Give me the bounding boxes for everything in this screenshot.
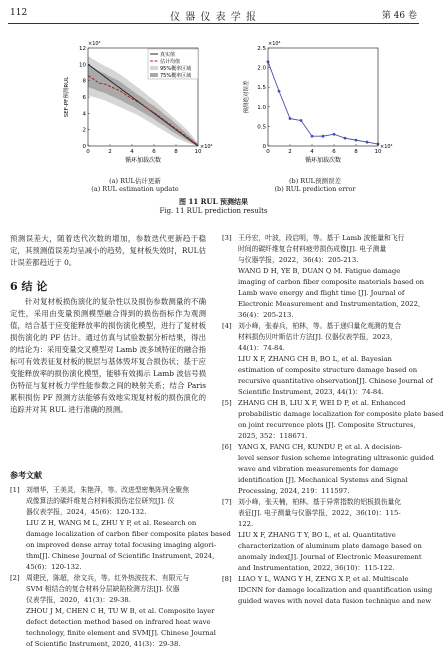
reference-line: LIAO Y L, WANG Y H, ZENG X P, et al. Multiscale	[238, 575, 409, 583]
error-point	[322, 135, 325, 138]
reference-line: 王丹宏，叶波，段启明，等。基于 Lamb 波能量和飞行	[238, 234, 405, 242]
reference-line: thm[J]. Chinese Journal of Scientific Instrument, 2024,	[26, 552, 215, 560]
x-tick-label: 8	[174, 149, 178, 155]
references-left	[10, 485, 231, 650]
reference-line: 成像算法的碳纤维复合材料板损伤定位研究[J]. 仪	[26, 497, 175, 505]
y-multiplier: ×10⁴	[268, 41, 281, 47]
reference-line: estimation of composite structure damage based on	[238, 366, 418, 374]
error-point	[289, 117, 292, 120]
y-tick-label: 2.0	[257, 65, 266, 72]
reference-number: [7]	[222, 498, 232, 506]
y-multiplier: ×10⁴	[88, 41, 101, 47]
x-axis-label: 循环加载次数	[304, 157, 342, 164]
y-tick-label: 2	[82, 127, 86, 134]
y-tick-label: 8	[82, 78, 86, 85]
reference-line: 刘小峰，张春兵，柏林，等。基于递归量化观测的复合	[238, 322, 402, 330]
references-heading: 参考文献	[10, 470, 42, 480]
reference-number: [3]	[222, 234, 232, 242]
reference-line: 仪表学报，2020，41(3)：29-38.	[26, 596, 131, 604]
y-tick-label: 6	[82, 95, 86, 101]
error-point	[355, 139, 358, 142]
reference-item	[222, 497, 422, 574]
reference-line: of Scientific Instrument, 2020, 41(3)：29-38.	[26, 640, 181, 648]
figure-caption-cn: 图 11 RUL 预测结果	[179, 197, 248, 206]
reference-line: 45(6)：120-132.	[26, 563, 82, 571]
reference-line: 刘小峰，张天楠，柏林。基于异常指数的铝板损伤量化	[238, 498, 402, 506]
reference-item	[222, 442, 434, 497]
legend-label: 真实值	[160, 52, 176, 58]
reference-line: Scientific Instrument, 2023, 44(1)：74-84.	[238, 388, 384, 396]
x-tick-label: 2	[288, 149, 292, 155]
conclusion-heading: 6 结 论	[10, 280, 48, 293]
reference-line: and Instrumentation, 2022, 36(10)：115-122.	[238, 564, 395, 572]
y-tick-label: 12	[79, 46, 86, 52]
legend-label: 95%概率区域	[160, 66, 192, 72]
reference-line: on improved dense array total focusing imaging algori-	[26, 541, 217, 549]
y-tick-label: 1.5	[257, 85, 266, 92]
y-tick-label: 1.0	[257, 104, 266, 111]
reference-number: [8]	[222, 575, 232, 583]
reference-number: [1]	[10, 486, 20, 494]
reference-number: [4]	[222, 322, 232, 330]
reference-line: wave and vibration measurements for damage	[238, 465, 399, 473]
reference-number: [2]	[10, 574, 20, 582]
right-subcaption-en: (b) RUL prediction error	[274, 185, 356, 193]
journal-title: 仪 器 仪 表 学 报	[170, 12, 257, 23]
right-subcaption-cn: (b) RUL预测误差	[289, 177, 341, 185]
y-tick-label: 0	[82, 144, 86, 150]
reference-line: LIU Z H, WANG M L, ZHU Y P, et al. Research on	[26, 519, 197, 527]
reference-line: LIU X F, ZHANG T Y, BO L, et al. Quantitative	[238, 531, 396, 539]
references-right	[222, 233, 444, 607]
error-point	[333, 133, 336, 136]
reference-line: IDCNN for damage localization and quantification using	[238, 586, 433, 594]
reference-line: Processing, 2024, 219：111597.	[238, 487, 350, 495]
legend-swatch	[150, 66, 158, 70]
reference-line: ZHOU J M, CHEN C H, TU W B, et al. Composite layer	[26, 607, 215, 615]
error-point	[344, 137, 347, 140]
x-tick-label: 0	[86, 149, 90, 155]
reference-line: imaging of carbon fiber composite materials based on	[238, 278, 425, 286]
reference-line: 材料损伤贝叶斯估计方法[J]. 仪器仪表学报，2023，	[238, 333, 397, 341]
reference-line: 与仪器学报，2022，36(4)：205-213.	[238, 256, 359, 264]
y-tick-label: 2.5	[257, 46, 266, 52]
reference-line: 时间的碳纤维复合材料疲劳损伤成像[J]. 电子测量	[238, 245, 387, 253]
reference-item	[222, 233, 425, 321]
reference-line: LIU X F, ZHANG CH B, BO L, et al. Bayesian	[238, 355, 392, 363]
reference-line: 44(1)：74-84.	[238, 344, 285, 352]
reference-line: technology, finite element and SVM[J]. Chinese Journal	[26, 629, 216, 637]
intro-paragraph: 预测误差大，随着迭代次数的增加，参数迭代更新趋于稳定，其预测值误差均呈减小的趋势，复材板失效时，RUL估计误差都趋近于 0。	[10, 234, 206, 267]
error-point	[278, 90, 281, 93]
reference-line: SVM 相结合的复合材料分层缺陷检测方法[J]. 仪器	[26, 585, 180, 593]
reference-item	[222, 398, 444, 442]
y-axis-label: 预测绝对误差	[244, 80, 250, 114]
reference-line: on joint recurrence plots [J]. Composite Structures,	[238, 421, 416, 429]
reference-line: 器仪表学报，2024，45(6)：120-132.	[26, 508, 147, 516]
left-subcaption-cn: (a) RUL估计更新	[109, 177, 161, 185]
reference-line: WANG D H, YE B, DUAN Q M. Fatigue damage	[238, 267, 401, 275]
legend-swatch	[150, 73, 158, 77]
x-tick-label: 10	[194, 149, 202, 155]
x-tick-label: 6	[332, 149, 336, 155]
rul-error-chart	[240, 38, 393, 176]
reference-item	[10, 485, 231, 573]
reference-line: 周建民，陈超，徐文兵，等。红外热波技术、有限元与	[26, 574, 190, 582]
reference-item	[10, 573, 216, 650]
x-tick-label: 0	[266, 149, 270, 155]
legend-label: 估计均值	[160, 59, 181, 65]
figure-caption-en: Fig. 11 RUL prediction results	[159, 207, 268, 215]
x-tick-label: 8	[354, 149, 358, 155]
reference-line: Electronic Measurement and Instrumentation, 2022,	[238, 300, 421, 308]
x-tick-label: 4	[130, 149, 134, 155]
page-number: 112	[10, 8, 28, 18]
reference-line: defect detection method based on infrared heat wave	[26, 618, 211, 626]
reference-line: probabilistic damage localization for composite plate based	[238, 410, 444, 418]
reference-line: damage localization of carbon fiber composite plates based	[26, 530, 231, 538]
reference-line: ZHANG CH B, LIU X F, WEI D P, et al. Enhanced	[238, 399, 406, 407]
reference-item	[222, 574, 433, 607]
x-tick-label: 2	[108, 149, 112, 155]
reference-line: characterization of aluminum plate damage based on	[238, 542, 422, 550]
y-tick-label: 4	[82, 111, 86, 118]
reference-line: 表征[J]. 电子测量与仪器学报，2022，36(10)：115-	[238, 509, 401, 517]
reference-line: 2025, 352：118671.	[238, 432, 308, 440]
reference-line: anomaly index[J]. Journal of Electronic Measurement	[238, 553, 422, 561]
error-line	[268, 62, 378, 144]
reference-line: 122.	[238, 520, 254, 528]
reference-line: 36(4)：205-213.	[238, 311, 294, 319]
reference-line: guided waves with novel data fusion technique and new	[238, 597, 432, 605]
reference-line: YANG X, FANG CH, KUNDU P, et al. A decision-	[238, 443, 403, 451]
error-point	[366, 141, 369, 144]
x-multiplier: ×10⁴	[200, 144, 213, 150]
reference-number: [6]	[222, 443, 232, 451]
x-tick-label: 4	[310, 149, 314, 155]
reference-item	[222, 321, 433, 398]
y-tick-label: 10	[79, 62, 86, 69]
reference-line: level sensor fusion scheme integrating ultrasonic guided	[238, 454, 434, 462]
reference-line: identification [J]. Mechanical Systems and Signal	[238, 476, 408, 484]
y-tick-label: 0	[262, 144, 266, 150]
x-axis-label: 循环加载次数	[124, 157, 162, 164]
reference-line: 刘增华，王美灵，朱艳萍，等。改进型密集阵列全聚焦	[26, 486, 190, 494]
y-axis-label: SEF-PF预测RUL	[64, 76, 70, 118]
error-point	[311, 135, 314, 138]
reference-line: recursive quantitative observation[J]. Chinese Journal of	[238, 377, 433, 385]
plot-frame	[268, 48, 378, 146]
x-tick-label: 6	[152, 149, 156, 155]
x-multiplier: ×10⁴	[380, 144, 393, 150]
left-subcaption-en: (a) RUL estimation update	[91, 185, 179, 193]
legend-label: 75%概率区域	[160, 73, 192, 79]
volume-number: 第 46 卷	[381, 11, 417, 21]
x-tick-label: 10	[374, 149, 382, 155]
y-tick-label: 0.5	[257, 124, 266, 131]
reference-line: Lamb wave energy and flight time [J]. Journal of	[238, 289, 405, 297]
rul-estimation-chart	[60, 38, 213, 176]
error-point	[300, 119, 303, 122]
header-rule	[8, 23, 419, 24]
conclusion-text: 针对复材板损伤演化的复杂性以及损伤参数测量的不确定性，采用由变量预测模型融合得到的损伤指标作为观测值，结合基于应变能释放率的损伤演化模型，进行了复材板损伤演化的 PF 估计。通过仿真与试验数据分析结果，得出的结论为：采用变量交叉模型对 Lamb 波多域特征的融合指标可有效表征复材板的脱层与基体毁坏复合损伤状；基于应变能释放率的损伤演化模型，能够有效揭示 Lamb 波信号损伤特征与复材板力学性能参数之间的映射关系；结合 Paris 累积损伤 PF 预测方法能够有效地实现复材板的损伤演化的追踪并对其 RUL 进行准确的预测。	[10, 297, 206, 414]
reference-number: [5]	[222, 399, 232, 407]
